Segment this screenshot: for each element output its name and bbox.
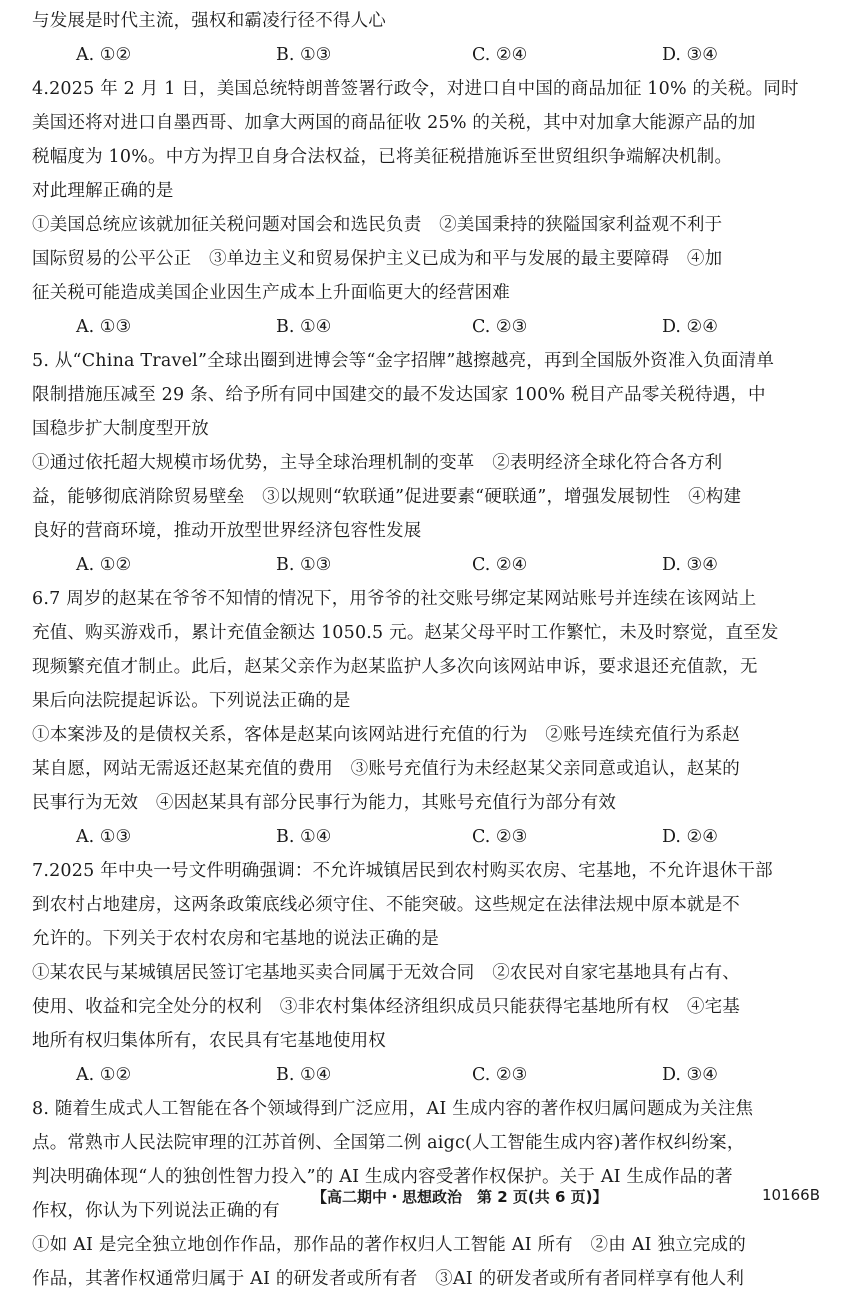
text-line: 对此理解正确的是 xyxy=(32,181,174,201)
answer-options-q5 xyxy=(32,552,832,586)
option-a: A. ①③ xyxy=(76,317,132,337)
option-c: C. ②④ xyxy=(472,555,528,575)
answer-options-q7 xyxy=(32,1062,832,1096)
text-line: 地所有权归集体所有，农民具有宅基地使用权 xyxy=(32,1031,386,1051)
text-line: ①通过依托超大规模市场优势，主导全球治理机制的变革 ②表明经济全球化符合各方利 xyxy=(32,453,723,473)
text-line: 美国还将对进口自墨西哥、加拿大两国的商品征收 25% 的关税，其中对加拿大能源产品的加 xyxy=(32,113,756,133)
text-line: ①某农民与某城镇居民签订宅基地买卖合同属于无效合同 ②农民对自家宅基地具有占有、 xyxy=(32,963,740,983)
option-c: C. ②③ xyxy=(472,317,528,337)
text-line: 税幅度为 10%。中方为捍卫自身合法权益，已将美征税措施诉至世贸组织争端解决机制。 xyxy=(32,147,733,167)
option-d: D. ③④ xyxy=(662,45,718,65)
text-line: 现频繁充值才制止。此后，赵某父亲作为赵某监护人多次向该网站申诉，要求退还充值款，无 xyxy=(32,657,758,677)
text-line: 判决明确体现“人的独创性智力投入”的 AI 生成内容受著作权保护。关于 AI 生成作品的著 xyxy=(32,1167,733,1187)
text-line: 某自愿，网站无需返还赵某充值的费用 ③账号充值行为未经赵某父亲同意或追认，赵某的 xyxy=(32,759,740,779)
footer-page-info: 【高二期中・思想政治 第 2 页(共 6 页)】 xyxy=(312,1188,608,1206)
footer-code: 10166B xyxy=(762,1186,821,1204)
option-d: D. ②④ xyxy=(662,827,718,847)
text-line: 国稳步扩大制度型开放 xyxy=(32,419,209,439)
text-line: 点。常熟市人民法院审理的江苏首例、全国第二例 aigc(人工智能生成内容)著作权纠纷案， xyxy=(32,1133,745,1153)
question-7-stem: 7.2025 年中央一号文件明确强调：不允许城镇居民到农村购买农房、宅基地，不允许退休干部 xyxy=(32,861,773,881)
text-line: 作品，其著作权通常归属于 AI 的研发者或所有者 ③AI 的研发者或所有者同样享有他人利 xyxy=(32,1269,745,1289)
text-line: 到农村占地建房，这两条政策底线必须守住、不能突破。这些规定在法律法规中原本就是不 xyxy=(32,895,740,915)
option-b: B. ①④ xyxy=(276,827,332,847)
option-c: C. ②④ xyxy=(472,45,528,65)
option-a: A. ①② xyxy=(76,1065,132,1085)
option-b: B. ①③ xyxy=(276,555,332,575)
question-6-stem: 6.7 周岁的赵某在爷爷不知情的情况下，用爷爷的社交账号绑定某网站账号并连续在该网站上 xyxy=(32,589,757,609)
page-footer xyxy=(0,1186,860,1212)
option-b: B. ①④ xyxy=(276,317,332,337)
answer-options-q6 xyxy=(32,824,832,858)
option-d: D. ③④ xyxy=(662,1065,718,1085)
text-line: 国际贸易的公平公正 ③单边主义和贸易保护主义已成为和平与发展的最主要障碍 ④加 xyxy=(32,249,723,269)
question-8-stem: 8. 随着生成式人工智能在各个领域得到广泛应用，AI 生成内容的著作权归属问题成为关注焦 xyxy=(32,1099,754,1119)
text-line: 良好的营商环境，推动开放型世界经济包容性发展 xyxy=(32,521,422,541)
option-b: B. ①④ xyxy=(276,1065,332,1085)
text-line: 民事行为无效 ④因赵某具有部分民事行为能力，其账号充值行为部分有效 xyxy=(32,793,617,813)
text-line: 限制措施压减至 29 条、给予所有同中国建交的最不发达国家 100% 税目产品零关税待遇，中 xyxy=(32,385,766,405)
text-line: 果后向法院提起诉讼。下列说法正确的是 xyxy=(32,691,351,711)
question-4-stem: 4.2025 年 2 月 1 日，美国总统特朗普签署行政令，对进口自中国的商品加征 10% 的关税。同时 xyxy=(32,79,799,99)
exam-page xyxy=(32,8,832,1300)
text-line: ①如 AI 是完全独立地创作作品，那作品的著作权归人工智能 AI 所有 ②由 AI 独立完成的 xyxy=(32,1235,746,1255)
text-line: 充值、购买游戏币，累计充值金额达 1050.5 元。赵某父母平时工作繁忙，未及时察觉，直至发 xyxy=(32,623,779,643)
option-c: C. ②③ xyxy=(472,1065,528,1085)
option-a: A. ①② xyxy=(76,555,132,575)
option-a: A. ①② xyxy=(76,45,132,65)
text-line: 益，能够彻底消除贸易壁垒 ③以规则“软联通”促进要素“硬联通”，增强发展韧性 ④构建 xyxy=(32,487,742,507)
option-a: A. ①③ xyxy=(76,827,132,847)
option-d: D. ②④ xyxy=(662,317,718,337)
answer-options-q4 xyxy=(32,314,832,348)
option-d: D. ③④ xyxy=(662,555,718,575)
option-c: C. ②③ xyxy=(472,827,528,847)
option-b: B. ①③ xyxy=(276,45,332,65)
question-5-stem: 5. 从“China Travel”全球出圈到进博会等“金字招牌”越擦越亮，再到全国版外资准入负面清单 xyxy=(32,351,775,371)
text-line: 允许的。下列关于农村农房和宅基地的说法正确的是 xyxy=(32,929,440,949)
text-line: 征关税可能造成美国企业因生产成本上升面临更大的经营困难 xyxy=(32,283,510,303)
answer-options-q3 xyxy=(32,42,832,76)
text-line: ①本案涉及的是债权关系，客体是赵某向该网站进行充值的行为 ②账号连续充值行为系赵 xyxy=(32,725,740,745)
text-line: 使用、收益和完全处分的权利 ③非农村集体经济组织成员只能获得宅基地所有权 ④宅基 xyxy=(32,997,740,1017)
text-line: 作权，你认为下列说法正确的有 xyxy=(32,1201,280,1221)
text-line: 与发展是时代主流，强权和霸凌行径不得人心 xyxy=(32,11,386,31)
text-line: ①美国总统应该就加征关税问题对国会和选民负责 ②美国秉持的狭隘国家利益观不利于 xyxy=(32,215,723,235)
